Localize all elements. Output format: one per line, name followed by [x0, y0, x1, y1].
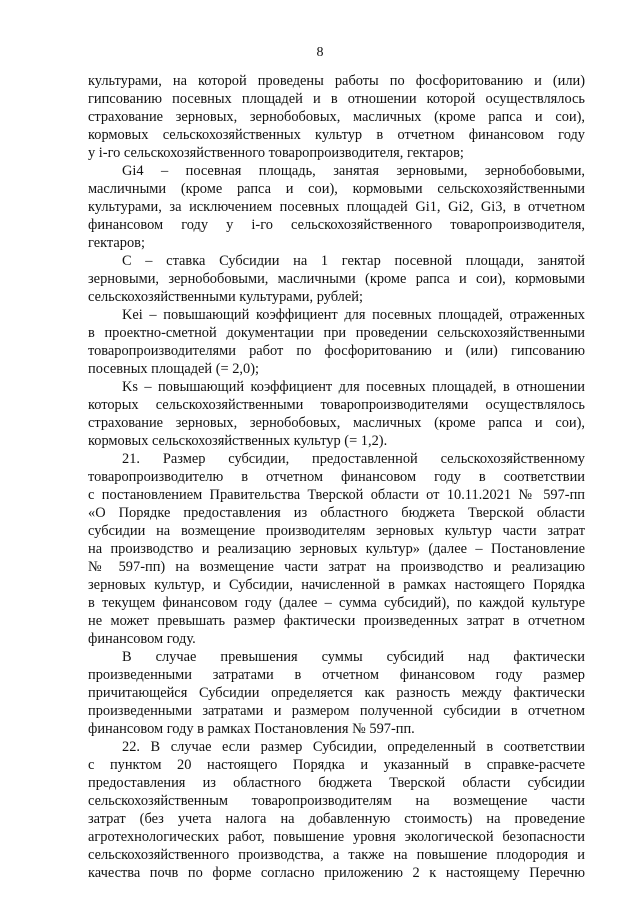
- text-line: 22. В случае если размер Субсидии, определенный в соответствии: [122, 739, 585, 755]
- text-line: масличными (кроме рапса и сои), кормовыми сельскохозяйственными: [88, 181, 585, 197]
- text-line: зерновых культур, и Субсидии, начисленной в рамках настоящего Порядка: [88, 577, 585, 593]
- text-line: финансовом году у i-го сельскохозяйственного товаропроизводителя,: [88, 217, 585, 233]
- text-line: агротехнологических работ, повышение уровня экологической безопасности: [88, 829, 585, 845]
- text-line: качества почв по форме согласно приложению 2 к настоящему Перечню: [88, 865, 585, 881]
- text-line: субсидии на возмещение производителям зерновых культур части затрат: [88, 523, 585, 539]
- text-line: Ks – повышающий коэффициент для посевных площадей, в отношении: [122, 379, 585, 395]
- text-line: не может превышать размер фактически произведенных затрат в отчетном: [88, 613, 585, 629]
- text-line: затрат (без учета налога на добавленную стоимость) на проведение: [88, 811, 585, 827]
- text-line: гипсованию посевных площадей и в отношении которой осуществлялось: [88, 91, 585, 107]
- text-line: зерновыми, зернобобовыми, масличными (кроме рапса и сои), кормовыми: [88, 271, 585, 287]
- paragraph-p2: [88, 252, 585, 306]
- text-line: культурами, за исключением посевных площадей Gi1, Gi2, Gi3, в отчетном: [88, 199, 585, 215]
- text-line: Gi4 – посевная площадь, занятая зерновыми, зернобобовыми,: [122, 163, 585, 179]
- text-line: в текущем финансовом году (далее – сумма субсидий), по каждой культуре: [88, 595, 585, 611]
- text-line: гектаров;: [88, 235, 145, 251]
- paragraph-p5: [88, 450, 585, 648]
- text-line: финансовом году в рамках Постановления № 597-пп.: [88, 721, 415, 737]
- text-line: Kei – повышающий коэффициент для посевных площадей, отраженных: [122, 307, 585, 323]
- text-line: кормовых сельскохозяйственных культур (= 1,2).: [88, 433, 388, 449]
- paragraph-p7: [88, 738, 585, 882]
- text-line: 21. Размер субсидии, предоставленной сельскохозяйственному: [122, 451, 585, 467]
- text-line: С – ставка Субсидии на 1 гектар посевной площади, занятой: [122, 253, 585, 269]
- text-line: в проектно-сметной документации при проведении сельскохозяйственными: [88, 325, 585, 341]
- text-line: произведенными затратами и размером полученной субсидии в отчетном: [88, 703, 585, 719]
- text-line: на производство и реализацию зерновых культур» (далее – Постановление: [88, 541, 585, 557]
- text-line: страхование зерновых, зернобобовых, масличных (кроме рапса и сои),: [88, 415, 585, 431]
- text-line: кормовых сельскохозяйственных культур в отчетном финансовом году: [88, 127, 585, 143]
- text-line: с пунктом 20 настоящего Порядка и указанный в справке-расчете: [88, 757, 585, 773]
- text-line: «О Порядке предоставления из областного бюджета Тверской области: [88, 505, 585, 521]
- text-line: у i-го сельскохозяйственного товаропроизводителя, гектаров;: [88, 145, 464, 161]
- page-number: 8: [316, 45, 324, 60]
- text-line: сельскохозяйственными культурами, рублей;: [88, 289, 363, 305]
- text-line: предоставления из областного бюджета Тверской области субсидии: [88, 775, 585, 791]
- paragraph-p1: [88, 162, 585, 252]
- text-line: которых сельскохозяйственными товаропроизводителями осуществлялось: [88, 397, 585, 413]
- text-line: причитающейся Субсидии определяется как разность между фактически: [88, 685, 585, 701]
- paragraph-p6: [88, 648, 585, 738]
- paragraph-p4: [88, 378, 585, 450]
- text-line: сельскохозяйственным товаропроизводителям на возмещение части: [88, 793, 585, 809]
- text-line: произведенными затратами в отчетном финансовом году размер: [88, 667, 585, 683]
- text-line: В случае превышения суммы субсидий над фактически: [122, 649, 585, 665]
- text-line: страхование зерновых, зернобобовых, масличных (кроме рапса и сои),: [88, 109, 585, 125]
- document-body: [88, 72, 585, 882]
- text-line: сельскохозяйственного производства, а также на повышение плодородия и: [88, 847, 585, 863]
- text-line: с постановлением Правительства Тверской области от 10.11.2021 № 597-пп: [88, 487, 585, 503]
- text-line: культурами, на которой проведены работы по фосфоритованию и (или): [88, 73, 585, 89]
- text-line: товаропроизводителю в отчетном финансовом году в соответствии: [88, 469, 585, 485]
- text-line: финансовом году.: [88, 631, 196, 647]
- text-line: посевных площадей (= 2,0);: [88, 361, 260, 377]
- text-line: № 597-пп) на возмещение части затрат на производство и реализацию: [88, 559, 585, 575]
- paragraph-p0: [88, 72, 585, 162]
- text-line: товаропроизводителями работ по фосфоритованию и (или) гипсованию: [88, 343, 585, 359]
- paragraph-p3: [88, 306, 585, 378]
